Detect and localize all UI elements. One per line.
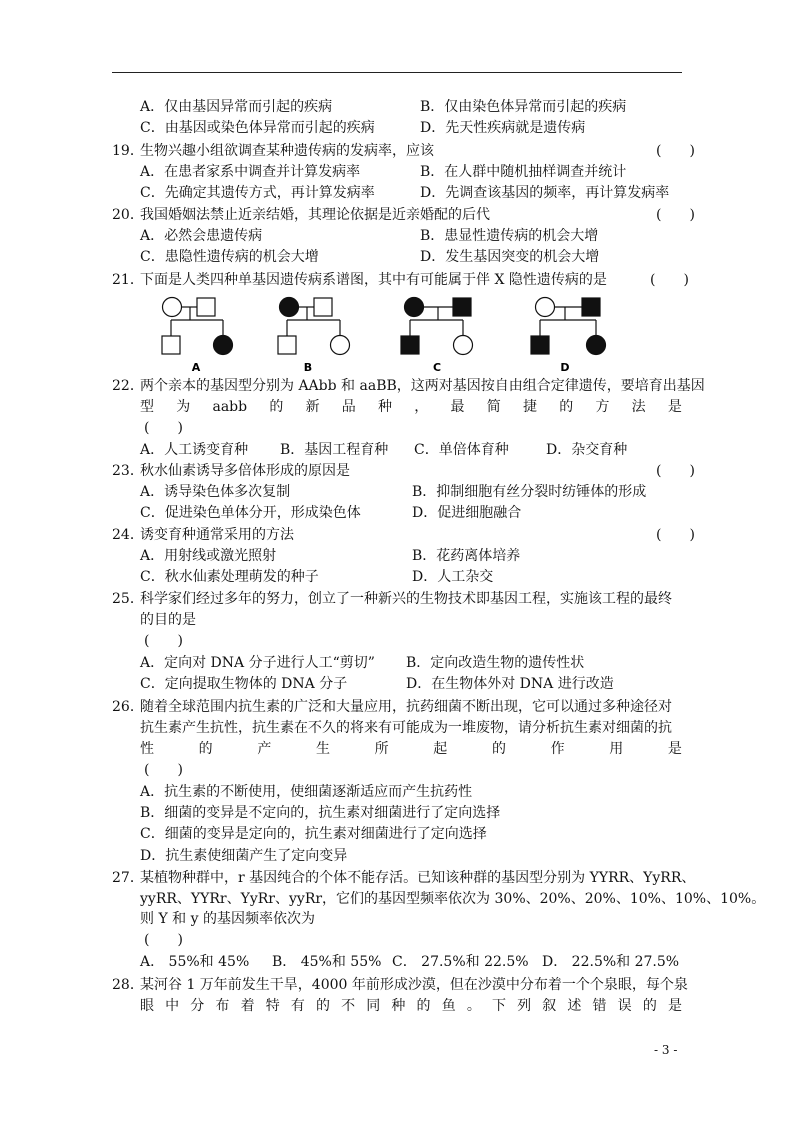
pedigree-b-mother-affected [280, 298, 299, 317]
q23-stem: 秋水仙素诱导多倍体形成的原因是 [140, 463, 350, 479]
q18-option-c: C．由基因或染色体异常而引起的疾病 [140, 120, 375, 136]
q20-option-b: B．患显性遗传病的机会大增 [420, 228, 599, 244]
q19-stem: 生物兴趣小组欲调查某种遗传病的发病率，应该 [140, 143, 434, 159]
q27-option-a: A． 55%和 45% [140, 954, 250, 970]
q26-option-c: C．细菌的变异是定向的，抗生素对细菌进行了定向选择 [140, 826, 487, 842]
pedigree-c-son-affected [401, 336, 419, 354]
q25-stem-line2: 的目的是 [140, 612, 196, 628]
q26-stem-line3: 性 的 产 生 所 起 的 作 用 是 [140, 741, 682, 757]
q19-option-a: A．在患者家系中调查并计算发病率 [140, 164, 361, 180]
q22-option-a: A．人工诱变育种 [140, 442, 249, 458]
q18-option-a: A．仅由基因异常而引起的疾病 [140, 99, 333, 115]
q26-option-a: A．抗生素的不断使用，使细菌逐渐适应而产生抗药性 [140, 784, 473, 800]
q23-option-c: C．促进染色单体分开，形成染色体 [140, 505, 361, 521]
q24-option-b: B．花药离体培养 [412, 548, 521, 564]
q20-stem: 我国婚姻法禁止近亲结婚，其理论依据是近亲婚配的后代 [140, 207, 490, 223]
q22-option-d: D．杂交育种 [546, 442, 628, 458]
q21-number: 21． [112, 272, 144, 288]
q23-option-b: B．抑制细胞有丝分裂时纺锤体的形成 [412, 484, 647, 500]
q28-stem-line1: 某河谷 1 万年前发生干旱，4000 年前形成沙漠，但在沙漠中分布着一个个泉眼，每个泉 [140, 977, 688, 993]
q26-option-b: B．细菌的变异是不定向的，抗生素对细菌进行了定向选择 [140, 805, 501, 821]
q24-number: 24． [112, 527, 144, 543]
q26-stem-line2: 抗生素产生抗性，抗生素在不久的将来有可能成为一堆废物，请分析抗生素对细菌的抗 [140, 720, 672, 736]
q19-option-d: D．先调查该基因的频率，再计算发病率 [420, 185, 670, 201]
q23-answer-blank: ( ) [656, 463, 695, 479]
q19-option-b: B．在人群中随机抽样调查并统计 [420, 164, 627, 180]
pedigree-d-mother [536, 298, 555, 317]
pedigree-c [401, 298, 473, 355]
q22-number: 22． [112, 378, 144, 394]
q22-option-c: C．单倍体育种 [414, 442, 509, 458]
q21-stem: 下面是人类四种单基因遗传病系谱图，其中有可能属于伴 X 隐性遗传病的是 [140, 272, 607, 288]
q21-answer-blank: ( ) [650, 272, 689, 288]
page-number: - 3 - [654, 1043, 678, 1057]
q27-answer-blank: ( ) [144, 932, 183, 948]
pedigree-a-daughter-affected [214, 336, 233, 355]
q26-number: 26． [112, 699, 144, 715]
q24-option-a: A．用射线或激光照射 [140, 548, 277, 564]
q19-option-c: C．先确定其遗传方式，再计算发病率 [140, 185, 375, 201]
q25-stem-line1: 科学家们经过多年的努力，创立了一种新兴的生物技术即基因工程，实施该工程的最终 [140, 591, 672, 607]
q24-option-c: C．秋水仙素处理萌发的种子 [140, 569, 319, 585]
q24-option-d: D．人工杂交 [412, 569, 494, 585]
pedigree-d-father-affected [582, 298, 600, 316]
q20-answer-blank: ( ) [656, 207, 695, 223]
pedigree-label-c: C [432, 361, 442, 374]
pedigree-a-father [197, 298, 215, 316]
q22-option-b: B．基因工程育种 [280, 442, 389, 458]
q18-option-b: B．仅由染色体异常而引起的疾病 [420, 99, 627, 115]
header-rule [112, 72, 682, 73]
q22-stem-line1: 两个亲本的基因型分别为 AAbb 和 aaBB，这两对基因按自由组合定律遗传，要培育出基因 [140, 378, 705, 394]
pedigree-diagrams [150, 290, 620, 376]
pedigree-c-daughter [454, 336, 473, 355]
q27-option-d: D． 22.5%和 27.5% [542, 954, 680, 970]
q27-number: 27． [112, 870, 144, 886]
pedigree-label-a: A [191, 361, 201, 374]
q23-option-d: D．促进细胞融合 [412, 505, 522, 521]
q25-answer-blank: ( ) [144, 633, 183, 649]
pedigree-b [278, 298, 350, 355]
q20-option-c: C．患隐性遗传病的机会大增 [140, 249, 319, 265]
pedigree-a-mother [163, 298, 182, 317]
pedigree-b-son [278, 336, 296, 354]
q27-option-c: C． 27.5%和 22.5% [392, 954, 529, 970]
q23-number: 23． [112, 463, 144, 479]
q24-answer-blank: ( ) [656, 527, 695, 543]
pedigree-d-son-affected [531, 336, 549, 354]
pedigree-b-daughter [331, 336, 350, 355]
q27-stem-line1: 某植物种群中，r 基因纯合的个体不能存活。已知该种群的基因型分别为 YYRR、YyRR、 [140, 870, 696, 886]
q25-option-a: A．定向对 DNA 分子进行人工“剪切” [140, 655, 375, 671]
q25-number: 25． [112, 591, 144, 607]
pedigree-label-d: D [560, 361, 570, 374]
q27-stem-line3: 则 Y 和 y 的基因频率依次为 [140, 911, 315, 927]
q25-option-c: C．定向提取生物体的 DNA 分子 [140, 676, 348, 692]
pedigree-a-son [162, 336, 180, 354]
q22-answer-blank: ( ) [144, 420, 183, 436]
q28-number: 28． [112, 977, 144, 993]
pedigree-label-b: B [303, 361, 313, 374]
q28-stem-line2: 眼 中 分 布 着 特 有 的 不 同 种 的 鱼 。 下 列 叙 述 错 误 的 是 [140, 998, 682, 1014]
q20-option-a: A．必然会患遗传病 [140, 228, 263, 244]
q19-number: 19． [112, 143, 144, 159]
q20-number: 20． [112, 207, 144, 223]
pedigree-b-father [314, 298, 332, 316]
q18-option-d: D．先天性疾病就是遗传病 [420, 120, 586, 136]
q23-option-a: A．诱导染色体多次复制 [140, 484, 291, 500]
q27-stem-line2: yyRR、YYRr、YyRr、yyRr，它们的基因型频率依次为 30%、20%、20%、10%、10%、10%。 [140, 891, 766, 907]
q25-option-b: B．定向改造生物的遗传性状 [406, 655, 585, 671]
pedigree-d [531, 298, 606, 355]
pedigree-d-daughter-affected [587, 336, 606, 355]
q25-option-d: D．在生物体外对 DNA 进行改造 [406, 676, 614, 692]
q22-stem-line2: 型 为 aabb 的 新 品 种 ， 最 简 捷 的 方 法 是 [140, 399, 682, 415]
q19-answer-blank: ( ) [656, 143, 695, 159]
pedigree-c-father-affected [453, 298, 471, 316]
q26-stem-line1: 随着全球范围内抗生素的广泛和大量应用，抗药细菌不断出现，它可以通过多种途径对 [140, 699, 672, 715]
q27-option-b: B． 45%和 55% [272, 954, 382, 970]
pedigree-c-mother-affected [405, 298, 424, 317]
q20-option-d: D．发生基因突变的机会大增 [420, 249, 600, 265]
pedigree-a [162, 298, 233, 355]
q26-option-d: D．抗生素使细菌产生了定向变异 [140, 848, 348, 864]
q24-stem: 诱变育种通常采用的方法 [140, 527, 294, 543]
q26-answer-blank: ( ) [144, 762, 183, 778]
